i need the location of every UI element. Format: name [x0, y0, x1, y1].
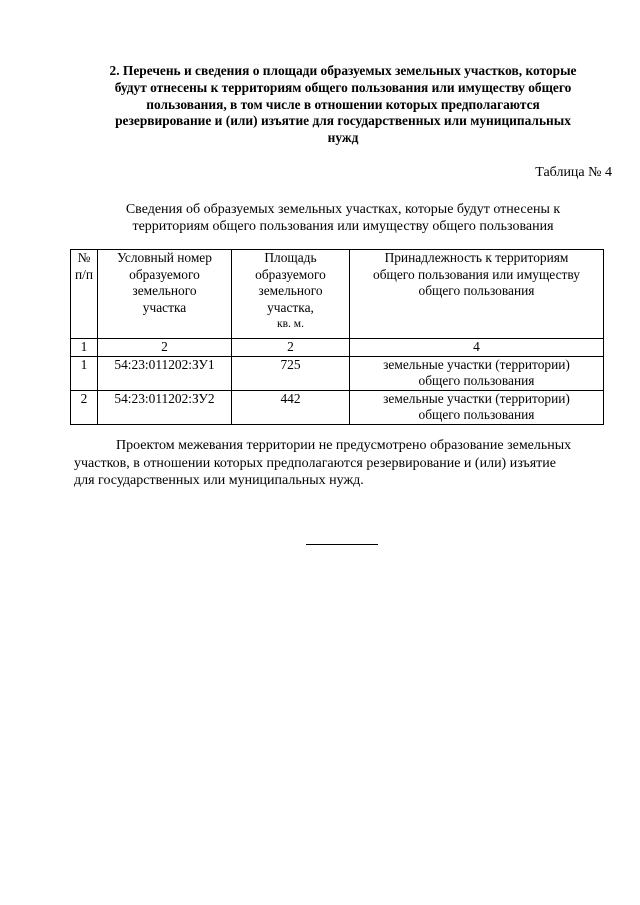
- column-number-cell: 1: [71, 339, 98, 357]
- belonging-text: земельные участки (территории): [383, 390, 570, 406]
- header-text: участка,: [267, 299, 314, 315]
- end-divider-line: [306, 544, 378, 545]
- column-number-cell: 2: [232, 339, 350, 357]
- belonging-cell: [350, 356, 604, 390]
- row-number-cell: 1: [71, 356, 98, 390]
- table-caption-line: территориям общего пользования или имуществу общего пользования: [132, 219, 554, 234]
- table-caption-line: Сведения об образуемых земельных участках, которые будут отнесены к: [125, 202, 561, 217]
- area-cell: 442: [232, 390, 350, 424]
- header-cell-belonging: [350, 250, 604, 339]
- header-text: общего пользования: [418, 283, 535, 298]
- belonging-text: общего пользования: [418, 373, 535, 388]
- header-cell-cadastral: [98, 250, 232, 339]
- row-number-cell: 2: [71, 390, 98, 424]
- header-text: образуемого: [255, 266, 326, 282]
- section-heading-line: пользования, в том числе в отношении которых предполагаются: [146, 96, 540, 112]
- table-caption: [70, 201, 616, 235]
- header-text: участка: [142, 299, 187, 315]
- header-text: земельного: [258, 283, 323, 298]
- cadastral-number-cell: 54:23:011202:ЗУ1: [98, 356, 232, 390]
- belonging-text: общего пользования: [418, 407, 535, 422]
- header-cell-number: [71, 250, 98, 339]
- note-paragraph: [74, 437, 605, 490]
- header-unit: кв. м.: [277, 318, 304, 330]
- header-text: общего пользования или имуществу: [373, 266, 580, 282]
- column-number-cell: 4: [350, 339, 604, 357]
- section-heading-line: будут отнесены к территориям общего пользования или имуществу общего: [114, 79, 572, 95]
- area-cell: 725: [232, 356, 350, 390]
- section-heading-line: 2. Перечень и сведения о площади образуемых земельных участков, которые: [109, 63, 577, 78]
- table-header-row: [71, 250, 604, 339]
- header-text: п/п: [74, 266, 94, 282]
- note-line: Проектом межевания территории не предусмотрено образование земельных: [116, 438, 572, 453]
- note-line: участков, в отношении которых предполагаются резервирование и (или) изъятие: [74, 455, 557, 471]
- note-line: для государственных или муниципальных нужд.: [74, 473, 364, 488]
- header-cell-area: [232, 250, 350, 339]
- land-plots-table: [70, 249, 604, 425]
- table-row: [71, 390, 604, 424]
- section-heading-line: нужд: [327, 130, 359, 146]
- column-number-cell: 2: [98, 339, 232, 357]
- cadastral-number-cell: 54:23:011202:ЗУ2: [98, 390, 232, 424]
- table-row: [71, 356, 604, 390]
- header-text: Принадлежность к территориям: [384, 250, 569, 265]
- section-heading: [70, 63, 616, 147]
- header-text: образуемого: [129, 266, 200, 282]
- header-text: Условный номер: [117, 250, 212, 265]
- header-text: №: [77, 250, 91, 265]
- table-number-label: Таблица № 4: [535, 165, 612, 180]
- header-text: Площадь: [264, 250, 317, 265]
- section-heading-line: резервирование и (или) изъятие для государственных или муниципальных: [115, 113, 571, 129]
- column-number-row: [71, 339, 604, 357]
- header-text: земельного: [132, 283, 197, 298]
- belonging-text: земельные участки (территории): [383, 356, 570, 372]
- belonging-cell: [350, 390, 604, 424]
